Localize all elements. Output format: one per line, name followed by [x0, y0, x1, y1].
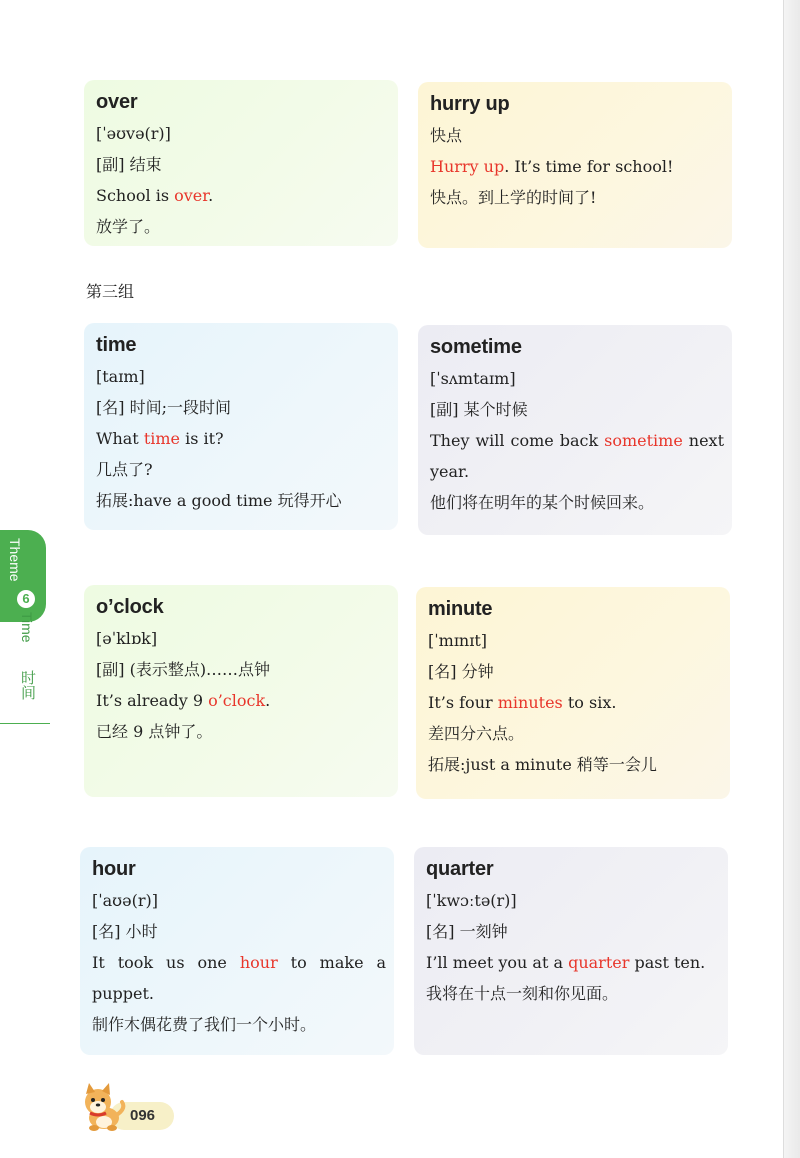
- card-example: [430, 425, 724, 487]
- vocab-card-hurry-up: [418, 82, 732, 248]
- vocab-card-oclock: [84, 585, 398, 797]
- card-extension: 拓展:just a minute 稍等一会儿: [428, 755, 657, 774]
- card-meaning: [副] (表示整点)……点钟: [96, 660, 271, 679]
- example-highlight: quarter: [568, 953, 630, 972]
- card-translation: 差四分六点。: [428, 724, 525, 743]
- example-text: What: [96, 429, 144, 448]
- example-text: It’s four: [428, 693, 498, 712]
- card-word: time: [96, 334, 137, 356]
- example-text: School is: [96, 186, 175, 205]
- card-translation: 他们将在明年的某个时候回来。: [430, 493, 655, 512]
- page-edge: [783, 0, 800, 1158]
- card-word: hurry up: [430, 93, 510, 115]
- theme-side-tab: [0, 530, 50, 725]
- card-phonetic: [taɪm]: [96, 367, 145, 386]
- card-translation: 我将在十点一刻和你见面。: [426, 984, 619, 1003]
- theme-title-cn: 时间: [19, 670, 37, 700]
- card-example: [430, 151, 722, 182]
- card-word: hour: [92, 858, 136, 880]
- card-translation: 快点。到上学的时间了!: [430, 188, 597, 207]
- example-text: . It’s time for school!: [504, 157, 674, 176]
- card-example: [428, 687, 720, 718]
- card-word: minute: [428, 598, 493, 620]
- example-highlight: o’clock: [208, 691, 266, 710]
- card-meaning: [名] 时间;一段时间: [96, 398, 231, 417]
- example-highlight: time: [143, 429, 180, 448]
- vocab-card-time: [84, 323, 398, 530]
- example-text: past ten.: [629, 953, 706, 972]
- example-text: is it?: [180, 429, 224, 448]
- card-meaning: [副] 结束: [96, 155, 162, 174]
- example-text: I’ll meet you at a: [426, 953, 569, 972]
- example-text: .: [208, 186, 214, 205]
- card-meaning: 快点: [430, 126, 463, 145]
- example-highlight: minutes: [497, 693, 563, 712]
- card-phonetic: [ˈsʌmtaɪm]: [430, 369, 516, 388]
- vocab-card-minute: [416, 587, 730, 799]
- card-phonetic: [əˈklɒk]: [96, 629, 158, 648]
- example-highlight: sometime: [604, 431, 683, 450]
- example-text: They will come back: [430, 431, 605, 450]
- card-example: [96, 423, 388, 454]
- card-phonetic: [ˈaʊə(r)]: [92, 891, 158, 910]
- card-phonetic: [ˈmɪnɪt]: [428, 631, 488, 650]
- card-meaning: [名] 分钟: [428, 662, 494, 681]
- vocab-card-hour: [80, 847, 394, 1055]
- card-phonetic: [ˈəʊvə(r)]: [96, 124, 171, 143]
- example-highlight: Hurry up: [430, 157, 505, 176]
- card-extension: 拓展:have a good time 玩得开心: [96, 491, 342, 510]
- vocab-card-over: [84, 80, 398, 246]
- example-text: .: [265, 691, 271, 710]
- theme-divider: [0, 723, 50, 724]
- vocab-card-sometime: [418, 325, 732, 535]
- card-word: quarter: [426, 858, 494, 880]
- example-text: It’s already 9: [96, 691, 209, 710]
- card-translation: 几点了?: [96, 460, 153, 479]
- example-text: next year.: [430, 431, 725, 481]
- example-highlight: over: [174, 186, 209, 205]
- example-text: to six.: [562, 693, 617, 712]
- vocab-card-quarter: [414, 847, 728, 1055]
- card-word: sometime: [430, 336, 522, 358]
- card-word: over: [96, 91, 138, 113]
- theme-title-en: Time: [19, 612, 35, 643]
- card-translation: 制作木偶花费了我们一个小时。: [92, 1015, 317, 1034]
- theme-number-badge: 6: [17, 590, 35, 608]
- page-number: 096: [130, 1107, 156, 1124]
- card-example: [426, 947, 718, 978]
- card-meaning: [名] 一刻钟: [426, 922, 508, 941]
- card-example: [96, 685, 388, 716]
- card-word: o’clock: [96, 596, 164, 618]
- card-phonetic: [ˈkwɔːtə(r)]: [426, 891, 517, 910]
- theme-label: Theme: [7, 538, 23, 582]
- example-text: It took us one: [92, 953, 240, 972]
- card-example: [92, 947, 386, 1009]
- card-translation: 已经 9 点钟了。: [96, 722, 213, 741]
- example-highlight: hour: [239, 953, 278, 972]
- card-translation: 放学了。: [96, 217, 161, 236]
- card-meaning: [副] 某个时候: [430, 400, 528, 419]
- dog-mascot-icon: [76, 1082, 128, 1132]
- card-meaning: [名] 小时: [92, 922, 158, 941]
- example-text: to make a puppet.: [92, 953, 387, 1003]
- card-example: [96, 180, 388, 211]
- group-title: 第三组: [86, 282, 135, 301]
